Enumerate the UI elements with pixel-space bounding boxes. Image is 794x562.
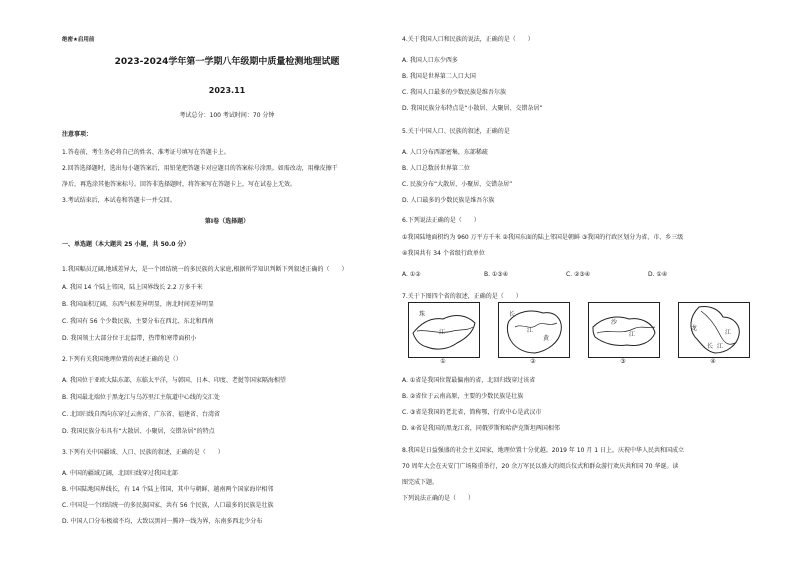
q1-option-a: A. 我国 14 个陆上邻国，陆上国界线长 2.2 万多千米 — [62, 284, 203, 291]
question-stem-1: 1.我国幅员辽阔,地域差异大，是一个团结统一的多民族的大家庭,根据所学知识判断下列叙述正确的（ ） — [62, 266, 348, 273]
q6-option-a: A. ①② — [402, 271, 421, 278]
province-outline-icon — [589, 303, 659, 357]
q3-option-a: A. 中国的疆域辽阔，北回归线穿过我国北部 — [62, 470, 178, 477]
question-stem-8: 下列说法正确的是（ ） — [402, 495, 475, 502]
notes-heading: 注意事项： — [62, 131, 93, 138]
map-text: 长 — [509, 311, 516, 318]
q2-option-a: A. 我国位于亚欧大陆东部，东临太平洋，与韩国、日本、印度、老挝等国家隔海相望 — [62, 377, 286, 384]
section-title: 第Ⅰ卷（选择题） — [204, 218, 250, 225]
question-stem-5: 5.关于中国人口、民族的叙述，正确的是 — [402, 128, 510, 135]
map-text: 长 — [707, 343, 714, 350]
q7-option-c: C. ③省是我国的老北省，简称鄂，行政中心是武汉市 — [402, 409, 542, 416]
question-stem-8: 图完成下题。 — [402, 479, 439, 486]
q7-option-a: A. ①省是我国位置最偏南的省，北回归线穿过该省 — [402, 377, 536, 384]
province-map-2 — [498, 302, 570, 358]
map-text: 江 — [439, 329, 446, 336]
secret-label: 绝密★启用前 — [62, 37, 95, 43]
q6-option-b: B. ①③④ — [484, 271, 509, 278]
map-text: 沙 — [611, 319, 618, 326]
q5-option-a: A. 人口分布西部密集，东部稀疏 — [402, 149, 488, 156]
map-text: 龙 — [691, 325, 698, 332]
province-outline-icon — [679, 303, 749, 357]
q1-option-c: C. 我国有 56 个少数民族，主要分布在西北、东北和西南 — [62, 318, 214, 325]
note-line: 3.考试结束后，本试卷和答题卡一并交回。 — [62, 197, 176, 204]
q6-option-d: D. ①④ — [648, 271, 668, 278]
exam-date: 2023.11 — [208, 86, 246, 95]
q5-option-b: B. 人口总数居世界第二位 — [402, 165, 470, 172]
q4-option-d: D. 我国民族分布特点是“小散居、大聚居、交错杂居” — [402, 105, 543, 112]
question-stem-4: 4.关于我国人口和民族的说法，正确的是（ ） — [402, 36, 534, 43]
map-label-4: ④ — [710, 358, 716, 365]
note-line: 净后，再选涂其他答案标号。回答非选择题时，将答案写在答题卡上，写在试卷上无效。 — [62, 181, 297, 188]
exam-title: 2023-2024学年第一学期八年级期中质量检测地理试题 — [114, 57, 340, 67]
part-heading: 一、单选题（本大题共 25 小题，共 50.0 分） — [62, 241, 190, 248]
q7-option-d: D. ④省是我国的黑龙江省，同俄罗斯和哈萨克斯坦两国相邻 — [402, 425, 560, 432]
map-text: 江 — [629, 331, 636, 338]
map-text: 江 — [717, 343, 724, 350]
map-text: 江 — [725, 329, 732, 336]
map-text: 江 — [527, 327, 534, 334]
q1-option-d: D. 我国领土大部分位于北温带，热带和寒带面积小 — [62, 335, 197, 342]
province-map-3 — [588, 302, 660, 358]
province-map-4 — [678, 302, 750, 358]
question-stem-2: 2.下列有关我国地理位置的表述正确的是（） — [62, 356, 182, 363]
question-stem-8: 70 周年大会在天安门广场隆重举行，20 余万军民以盛大的阅兵仪式和群众游行欢庆共和国 70 华诞。读 — [402, 463, 679, 470]
q5-option-c: C. 民族分布“大散居、小聚居、交错杂居” — [402, 181, 513, 188]
note-line: 2.回答选择题时，选出每小题答案后，用铅笔把答题卡对应题目的答案标号涂黑。如需改动，用橡皮擦干 — [62, 165, 338, 172]
q1-option-b: B. 我国面积辽阔，东西气候差异明显，南北时间差异明显 — [62, 301, 214, 308]
note-line: 1.答卷前，考生务必将自己的姓名、准考证号填写在答题卡上。 — [62, 149, 230, 156]
province-map-1 — [408, 302, 480, 358]
map-text: 珠 — [419, 311, 426, 318]
q6-statement: ①我国陆地面积约为 960 万平方千米 ②我国东面的陆上邻国是朝鲜 ③我国的行政区划分为省、市、乡三级 — [402, 234, 684, 241]
question-stem-6: 6.下列说法正确的是（ ） — [402, 217, 480, 224]
q4-option-c: C. 我国人口最多的少数民族是维吾尔族 — [402, 89, 507, 96]
q3-option-d: D. 中国人口分布极端不均，大致以黑河一腾冲一线为界，东南多西北少分布 — [62, 518, 263, 525]
q2-option-c: C. 北回归线自西向东穿过云南省、广东省、福建省、台湾省 — [62, 411, 221, 418]
q2-option-b: B. 我国最北端位于黑龙江与乌苏里江主航道中心线的交汇处 — [62, 394, 220, 401]
q4-option-b: B. 我国是世界第二人口大国 — [402, 73, 476, 80]
map-label-3: ③ — [620, 358, 626, 365]
q4-option-a: A. 我国人口东少西多 — [402, 57, 458, 64]
exam-info: 考试总分：100 考试时间：70 分钟 — [179, 112, 275, 119]
q6-statement: ④我国共有 34 个省级行政单位 — [402, 250, 485, 257]
map-label-2: ② — [530, 358, 536, 365]
question-stem-8: 8.我国是日益强盛的社会主义国家，地理位置十分优越。2019 年 10 月 1 日上，庆祝中华人民共和国成立 — [402, 447, 684, 454]
province-maps — [402, 302, 772, 368]
map-label-1: ① — [440, 358, 446, 365]
q2-option-d: D. 我国民族分布具有“大散居、小聚居，交错杂居”的特点 — [62, 428, 215, 435]
q7-option-b: B. ②省位于云南高原，主要的少数民族是壮族 — [402, 393, 524, 400]
question-stem-3: 3.下列有关中国疆域、人口、民族的叙述，正确的是（ ） — [62, 449, 224, 456]
q6-option-c: C. ②③④ — [566, 271, 591, 278]
q5-option-d: D. 人口最多的少数民族是维吾尔族 — [402, 197, 495, 204]
q3-option-c: C. 中国是一个团结统一的多民族国家，共有 56 个民族，人口最多的民族是壮族 — [62, 502, 274, 509]
q3-option-b: B. 中国陆地国界线长，有 14 个陆上邻国，其中与朝鲜、越南两个国家海岸相邻 — [62, 486, 274, 493]
question-stem-7: 7.关于下图四个省的叙述，正确的是（ ） — [402, 293, 522, 300]
map-text: 黄 — [543, 335, 550, 342]
